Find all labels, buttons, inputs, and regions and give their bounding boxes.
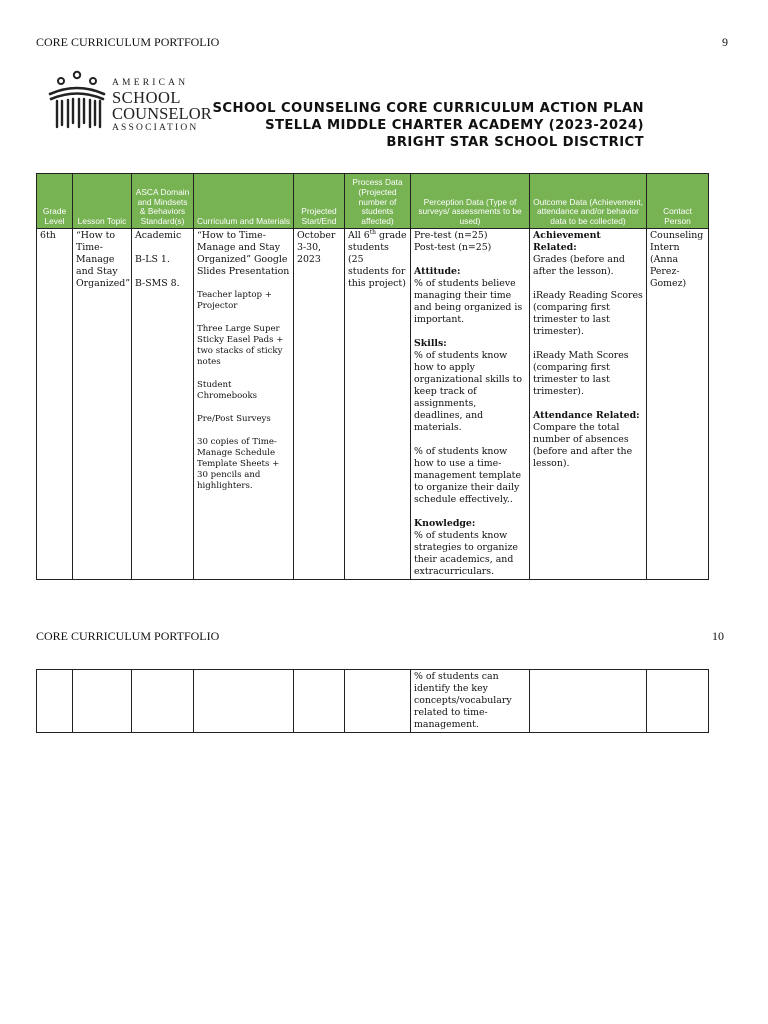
header-contact-person: Contact Person [647,174,709,229]
header-process-data: Process Data (Projected number of students affected) [345,174,411,229]
cell-perception: Pre-test (n=25) Post-test (n=25) Attitude: % of students believe managing their time and being organized is important. Skills: % of students know how to apply organizational skills to keep track of assignments, deadlines, and materials. % of students know how to use a time-management template to organize their daily schedule effectively.. Knowledge: % of students know strategies to organize their academics, and extracurriculars. [411,229,530,580]
running-head-title: CORE CURRICULUM PORTFOLIO [36,629,220,643]
running-head [36,35,728,50]
asca-figures-icon [48,70,110,132]
cell-asca: Academic B-LS 1. B-SMS 8. [132,229,194,580]
document-title-block [213,100,644,151]
logo-wordmark: AMERICAN SCHOOL COUNSELOR ASSOCIATION [112,78,212,133]
cell-grade: 6th [37,229,73,580]
cell-process: All 6th grade students (25 students for this project) [345,229,411,580]
page-number: 9 [722,35,728,49]
header-lesson-topic: Lesson Topic [73,174,132,229]
action-plan-table [36,173,709,580]
table-row [37,670,709,733]
cell-outcome: Achievement Related: Grades (before and after the lesson). iReady Reading Scores (comparing first trimester to last trimester). iReady Math Scores (comparing first trimester to last trimester). Attendance Related: Compare the total number of absences (before and after the lesson). [530,229,647,580]
header-perception-data: Perception Data (Type of surveys/ assessments to be used) [411,174,530,229]
action-plan-table-continued [36,669,709,733]
cell-topic: “How to Time-Manage and Stay Organized” [73,229,132,580]
asca-logo [48,70,212,133]
title-line-2: STELLA MIDDLE CHARTER ACADEMY (2023-2024) [265,118,644,133]
table-header-row [37,174,709,229]
header-outcome-data: Outcome Data (Achievement, attendance and/or behavior data to be collected) [530,174,647,229]
table-row [37,229,709,580]
header-projected-dates: Projected Start/End [294,174,345,229]
page-number: 10 [712,629,724,643]
cell-perception-continued: % of students can identify the key concepts/vocabulary related to time-management. [411,670,530,733]
title-line-3: BRIGHT STAR SCHOOL DISCTRICT [386,135,644,150]
title-line-1: SCHOOL COUNSELING CORE CURRICULUM ACTION PLAN [212,101,644,116]
header-asca-standards: ASCA Domain and Mindsets & Behaviors Standard(s) [132,174,194,229]
cell-dates: October 3-30, 2023 [294,229,345,580]
cell-materials: “How to Time-Manage and Stay Organized” Google Slides Presentation Teacher laptop + Projector Three Large Super Sticky Easel Pads + two stacks of sticky notes Student Chromebooks Pre/Post Surveys 30 copies of Time-Manage Schedule Template Sheets + 30 pencils and highlighters. [194,229,294,580]
cell-contact: Counseling Intern (Anna Perez-Gomez) [647,229,709,580]
running-head [36,629,724,644]
header-curriculum-materials: Curriculum and Materials [194,174,294,229]
running-head-title: CORE CURRICULUM PORTFOLIO [36,35,220,49]
header-grade-level: Grade Level [37,174,73,229]
